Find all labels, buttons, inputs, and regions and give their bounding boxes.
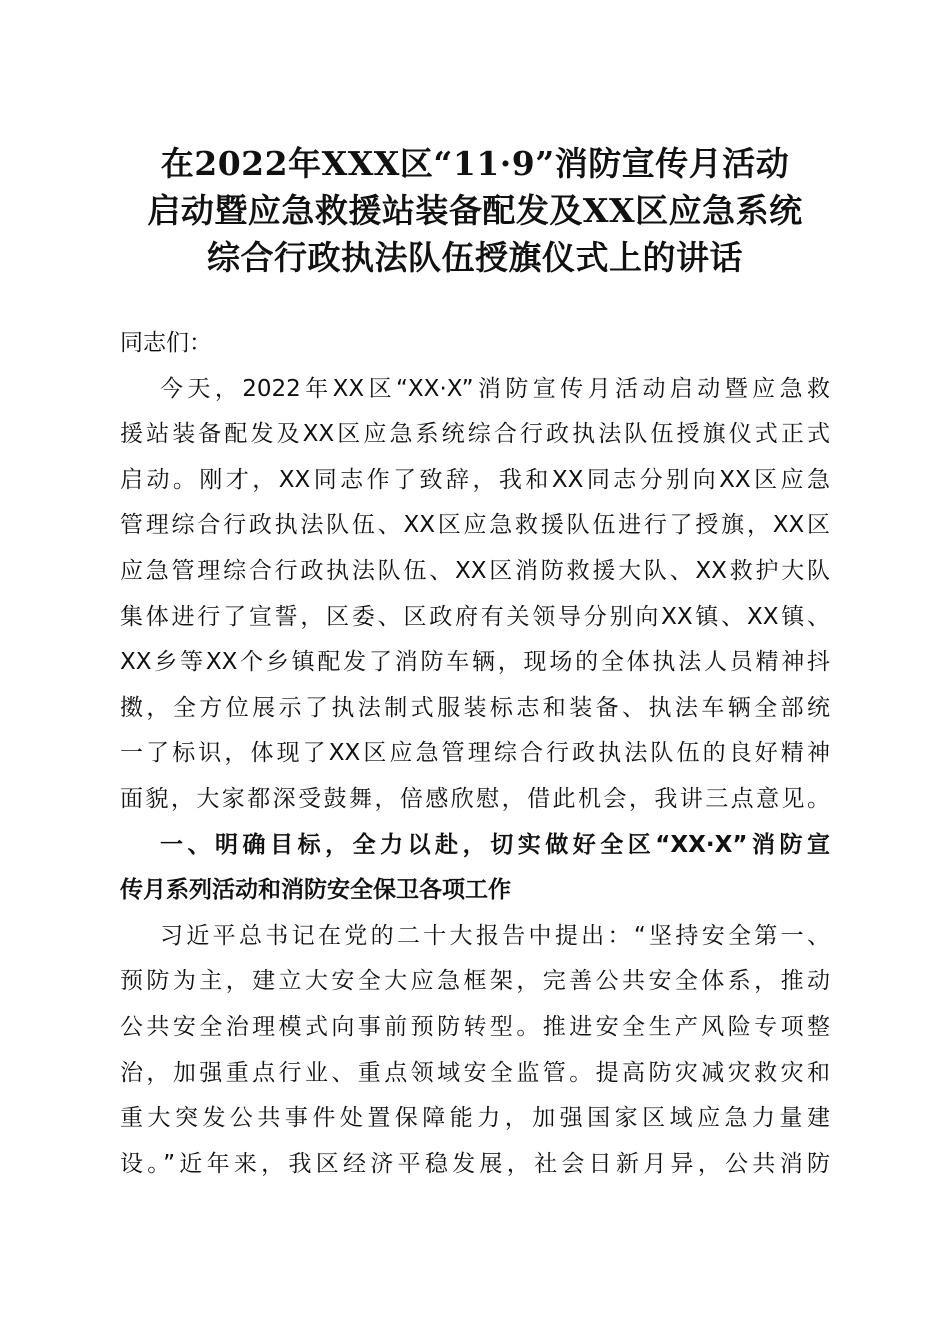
- paragraph-line: 设。”近年来，我区经济平稳发展，社会日新月异，公共消防: [120, 1150, 830, 1177]
- paragraph-line: 管理综合行政执法队伍、XX区应急救援队伍进行了授旗，XX区: [120, 512, 830, 539]
- paragraph-line: 启动。刚才，XX同志作了致辞，我和XX同志分别向XX区应急: [120, 466, 830, 493]
- paragraph-section-1: [120, 914, 830, 1188]
- title-line: 在2022年XXX区“11·9”消防宣传月活动: [160, 144, 790, 183]
- paragraph-line: 面貌，大家都深受鼓舞，倍感欣慰，借此机会，我讲三点意见。: [120, 785, 830, 812]
- paragraph-line: 一了标识，体现了XX区应急管理综合行政执法队伍的良好精神: [120, 740, 830, 767]
- paragraph-line: 援站装备配发及XX区应急系统综合行政执法队伍授旗仪式正式: [120, 421, 830, 448]
- title-line: 启动暨应急救援站装备配发及XX区应急系统: [147, 191, 803, 230]
- paragraph-line: 公共安全治理模式向事前预防转型。推进安全生产风险专项整: [120, 1013, 830, 1040]
- salutation: 同志们：: [120, 330, 212, 356]
- paragraph-line: 今天，2022年XX区“XX·X”消防宣传月活动启动暨应急救: [160, 375, 830, 402]
- paragraph-opening: [120, 367, 830, 823]
- paragraph-line: 治，加强重点行业、重点领域安全监管。提高防灾减灾救灾和: [120, 1059, 830, 1086]
- document-body: [120, 321, 830, 1187]
- paragraph-line: 应急管理综合行政执法队伍、XX区消防救援大队、XX救护大队: [120, 557, 830, 584]
- paragraph-line: 预防为主，建立大安全大应急框架，完善公共安全体系，推动: [120, 968, 830, 995]
- paragraph-line: 集体进行了宣誓，区委、区政府有关领导分别向XX镇、XX镇、: [120, 603, 830, 630]
- paragraph-line: 重大突发公共事件处置保障能力，加强国家区域应急力量建: [120, 1105, 830, 1132]
- title-line: 综合行政执法队伍授旗仪式上的讲话: [207, 238, 743, 277]
- paragraph-line: XX乡等XX个乡镇配发了消防车辆，现场的全体执法人员精神抖: [120, 649, 830, 676]
- section-heading-1: [120, 823, 830, 914]
- heading-line: 传月系列活动和消防安全保卫各项工作: [120, 877, 511, 904]
- paragraph-line: 擞，全方位展示了执法制式服装标志和装备、执法车辆全部统: [120, 694, 830, 721]
- document-title: [120, 140, 830, 281]
- heading-line: 一、明确目标，全力以赴，切实做好全区“XX·X”消防宣: [160, 831, 830, 858]
- paragraph-line: 习近平总书记在党的二十大报告中提出：“坚持安全第一、: [160, 922, 830, 949]
